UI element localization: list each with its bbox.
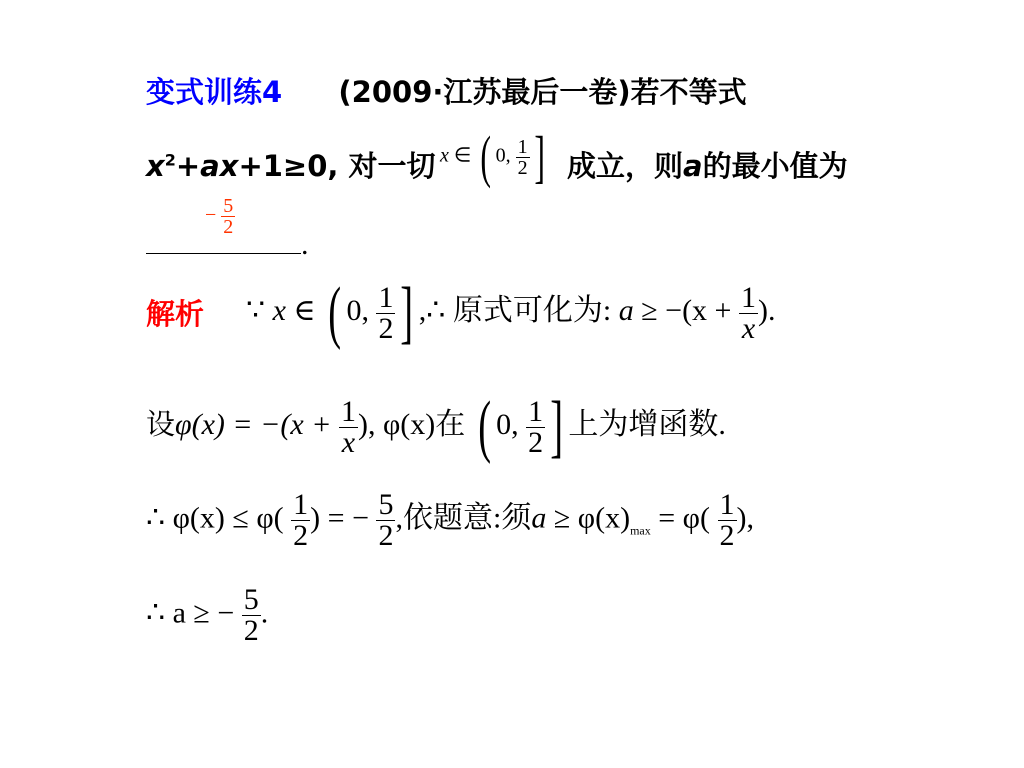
answer-den: 2: [223, 216, 234, 238]
var-ax: ax: [200, 149, 239, 183]
condition-text: ,依题意:须: [395, 501, 532, 535]
domain-var: x: [440, 144, 449, 167]
fraction-one-over-x: [739, 280, 758, 345]
answer-sign: −: [205, 204, 217, 227]
problem-statement-tail: [567, 144, 848, 185]
increasing-text: 上为增函数.: [568, 407, 726, 441]
frac-den: 2: [243, 614, 259, 647]
fraction-five-halves: [376, 490, 395, 551]
problem-statement: [146, 144, 436, 185]
frac-den: 2: [528, 425, 544, 459]
frac-num: 5: [243, 583, 259, 616]
solution-line-2: [146, 388, 726, 465]
fraction-half: [718, 490, 737, 551]
answer-num: 5: [223, 195, 234, 217]
close-bracket: ]: [533, 124, 545, 189]
domain-expression: [440, 124, 549, 189]
inequality: ≥ −(x +: [641, 293, 732, 327]
exponent: 2: [164, 150, 176, 170]
frac-den: 2: [378, 311, 394, 345]
interval-left: 0,: [346, 293, 369, 327]
sol-var-x: x: [272, 293, 286, 327]
solution-label: 解析: [146, 297, 205, 331]
fraction-half: [376, 280, 395, 345]
open-paren: (: [480, 124, 492, 189]
frac-den: 2: [517, 156, 528, 179]
close-bracket: ]: [550, 388, 564, 465]
solution-line-3: [146, 490, 754, 551]
frac-den: 2: [378, 519, 394, 552]
equals: ) = −: [310, 501, 369, 535]
blank-period: .: [301, 228, 309, 261]
fraction-half: [516, 137, 530, 178]
line-end: ),: [736, 501, 754, 535]
question-text: 的最小值为: [702, 149, 848, 183]
problem-header: [146, 70, 747, 111]
fraction-one-over-x: [339, 394, 358, 459]
frac-den: 2: [293, 519, 309, 552]
fraction-five-halves: [242, 585, 261, 646]
frac-num: 1: [378, 280, 394, 314]
frac-num: 1: [740, 280, 756, 314]
frac-num: 1: [340, 394, 356, 428]
inequality-text: +1≥0, 对一切: [238, 149, 436, 183]
plus-sign: +: [175, 149, 201, 183]
interval-left: 0,: [495, 144, 511, 167]
equals-phi: = φ(: [658, 501, 710, 535]
max-subscript: max: [630, 523, 651, 538]
rewrite-text: ,∴ 原式可化为:: [418, 293, 612, 327]
solution-line-4: [146, 585, 268, 646]
frac-den: x: [339, 427, 358, 458]
element-of-symbol: ∈: [293, 293, 316, 327]
open-paren: (: [477, 388, 491, 465]
answer-blank: [146, 228, 309, 262]
line-end: ).: [757, 293, 776, 327]
frac-num: 1: [719, 488, 735, 521]
frac-num: 1: [528, 394, 544, 428]
fraction-half: [291, 490, 310, 551]
var-x: x: [146, 149, 165, 183]
blank-line: [146, 252, 301, 254]
phi-definition: φ(x) = −(x +: [175, 407, 332, 441]
fraction-half: [526, 394, 545, 459]
frac-den: x: [739, 313, 758, 344]
var-a: a: [683, 149, 703, 183]
element-of-symbol: ∈: [453, 144, 472, 167]
problem-source: (2009·江苏最后一卷)若不等式: [338, 75, 747, 109]
phi-in-text: ), φ(x)在: [357, 407, 466, 441]
interval-left: 0,: [496, 407, 519, 441]
because-symbol: ∵: [246, 293, 266, 327]
phi-max: ≥ φ(x): [553, 501, 631, 535]
solution-line-1: [246, 274, 776, 351]
frac-num: 1: [517, 135, 528, 158]
set-text: 设: [146, 406, 176, 441]
var-a: a: [618, 293, 634, 327]
phi-bound: ∴ φ(x) ≤ φ(: [146, 501, 284, 535]
var-a: a: [531, 501, 547, 535]
holds-text: 成立，则: [567, 149, 684, 183]
problem-label: 变式训练4: [146, 75, 283, 109]
close-bracket: ]: [400, 274, 414, 351]
frac-den: 2: [719, 519, 735, 552]
conclusion: ∴ a ≥ −: [146, 596, 235, 630]
frac-num: 5: [378, 488, 394, 521]
open-paren: (: [328, 274, 342, 351]
frac-num: 1: [293, 488, 309, 521]
line-end: .: [260, 596, 269, 630]
